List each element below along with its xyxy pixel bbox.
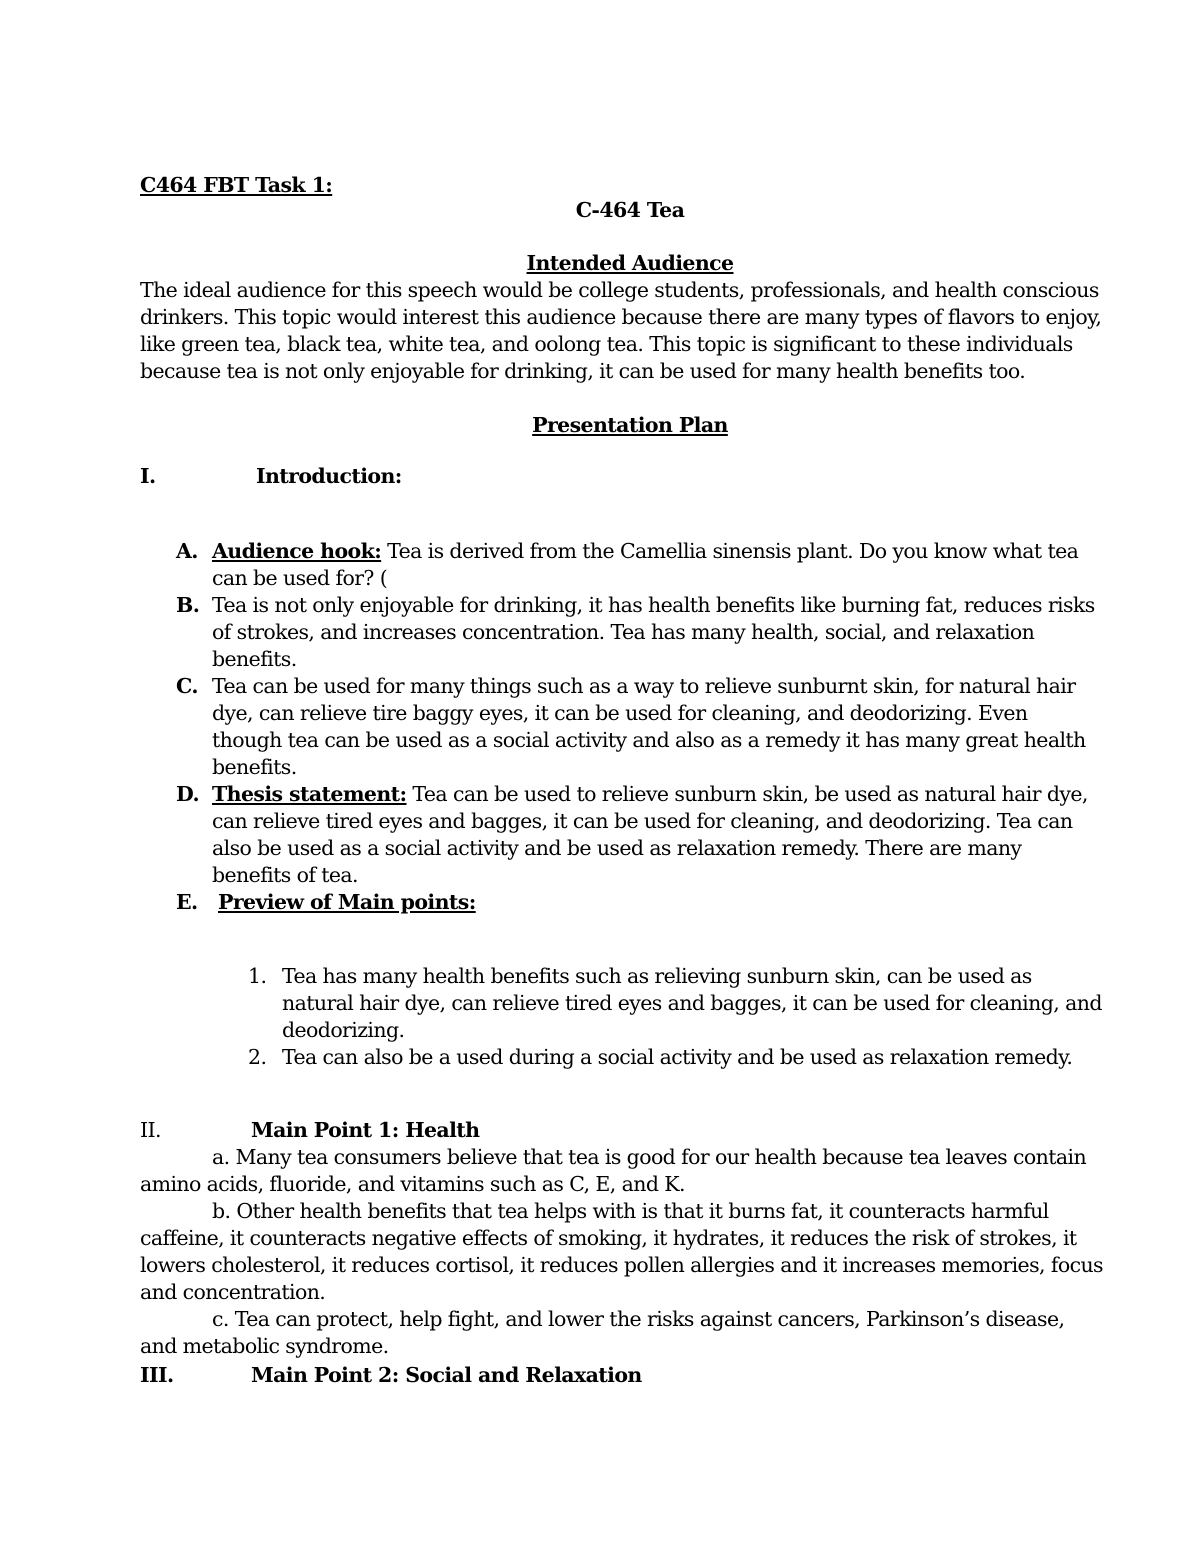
item-text: Tea has many health benefits such as relieving sunburn skin, can be used as	[282, 964, 1032, 988]
point-text: amino acids, fluoride, and vitamins such as C, E, and K.	[140, 1172, 685, 1196]
point-text: caffeine, it counteracts negative effects of smoking, it hydrates, it reduces the risk of strokes, it	[140, 1226, 1077, 1250]
item-text: can relieve tired eyes and bagges, it can be used for cleaning, and deodorizing. Tea can	[212, 809, 1073, 833]
item-text: Tea is derived from the Camellia sinensis plant. Do you know what tea	[381, 539, 1079, 563]
point-text: and concentration.	[140, 1280, 326, 1304]
task-title: C464 FBT Task 1:	[140, 173, 333, 197]
item-text: also be used as a social activity and be used as relaxation remedy. There are many	[212, 836, 1022, 860]
section-title: Introduction:	[256, 464, 402, 488]
plan-heading: Presentation Plan	[532, 413, 728, 437]
audience-line: The ideal audience for this speech would be college students, professionals, and health conscious	[140, 278, 1099, 302]
item-text: of strokes, and increases concentration. Tea has many health, social, and relaxation	[212, 620, 1035, 644]
point-text: lowers cholesterol, it reduces cortisol, it reduces pollen allergies and it increases memories, focus	[140, 1253, 1103, 1277]
list-marker: A.	[176, 539, 198, 563]
point-text: b. Other health benefits that tea helps with is that it burns fat, it counteracts harmful	[212, 1199, 1049, 1223]
item-text: deodorizing.	[282, 1018, 405, 1042]
item-text: natural hair dye, can relieve tired eyes and bagges, it can be used for cleaning, and	[282, 991, 1102, 1015]
list-marker: 2.	[248, 1045, 267, 1069]
audience-line: drinkers. This topic would interest this audience because there are many types of flavors to enjoy,	[140, 305, 1102, 329]
section-title: Main Point 2: Social and Relaxation	[251, 1363, 642, 1387]
audience-line: because tea is not only enjoyable for drinking, it can be used for many health benefits too.	[140, 359, 1026, 383]
item-label: Audience hook:	[212, 539, 382, 563]
list-marker: E.	[176, 890, 198, 914]
section-numeral: I.	[140, 464, 156, 488]
list-item	[212, 781, 1088, 808]
list-marker: B.	[176, 593, 200, 617]
item-text: benefits.	[212, 755, 297, 779]
item-text: though tea can be used as a social activity and also as a remedy it has many great health	[212, 728, 1086, 752]
section-numeral: II.	[140, 1118, 161, 1142]
item-text: Tea can also be a used during a social activity and be used as relaxation remedy.	[282, 1045, 1073, 1069]
item-label: Thesis statement:	[212, 782, 407, 806]
audience-line: like green tea, black tea, white tea, and oolong tea. This topic is significant to these individuals	[140, 332, 1073, 356]
list-marker: D.	[176, 782, 199, 806]
speech-title: C-464 Tea	[575, 198, 685, 222]
list-item	[212, 538, 1078, 565]
item-text: can be used for? (	[212, 566, 388, 590]
section-numeral: III.	[140, 1363, 174, 1387]
point-text: and metabolic syndrome.	[140, 1334, 389, 1358]
audience-heading: Intended Audience	[526, 251, 734, 275]
item-label: Preview of Main points:	[218, 890, 476, 914]
item-text: Tea is not only enjoyable for drinking, it has health benefits like burning fat, reduces risks	[212, 593, 1095, 617]
item-text: dye, can relieve tire baggy eyes, it can be used for cleaning, and deodorizing. Even	[212, 701, 1028, 725]
list-marker: C.	[176, 674, 198, 698]
item-text: benefits of tea.	[212, 863, 358, 887]
list-marker: 1.	[248, 964, 267, 988]
point-text: c. Tea can protect, help fight, and lower the risks against cancers, Parkinson’s disease,	[212, 1307, 1065, 1331]
item-text: benefits.	[212, 647, 297, 671]
point-text: a. Many tea consumers believe that tea is good for our health because tea leaves contain	[212, 1145, 1087, 1169]
item-text: Tea can be used for many things such as a way to relieve sunburnt skin, for natural hair	[212, 674, 1076, 698]
section-title: Main Point 1: Health	[251, 1118, 480, 1142]
item-text: Tea can be used to relieve sunburn skin, be used as natural hair dye,	[406, 782, 1088, 806]
